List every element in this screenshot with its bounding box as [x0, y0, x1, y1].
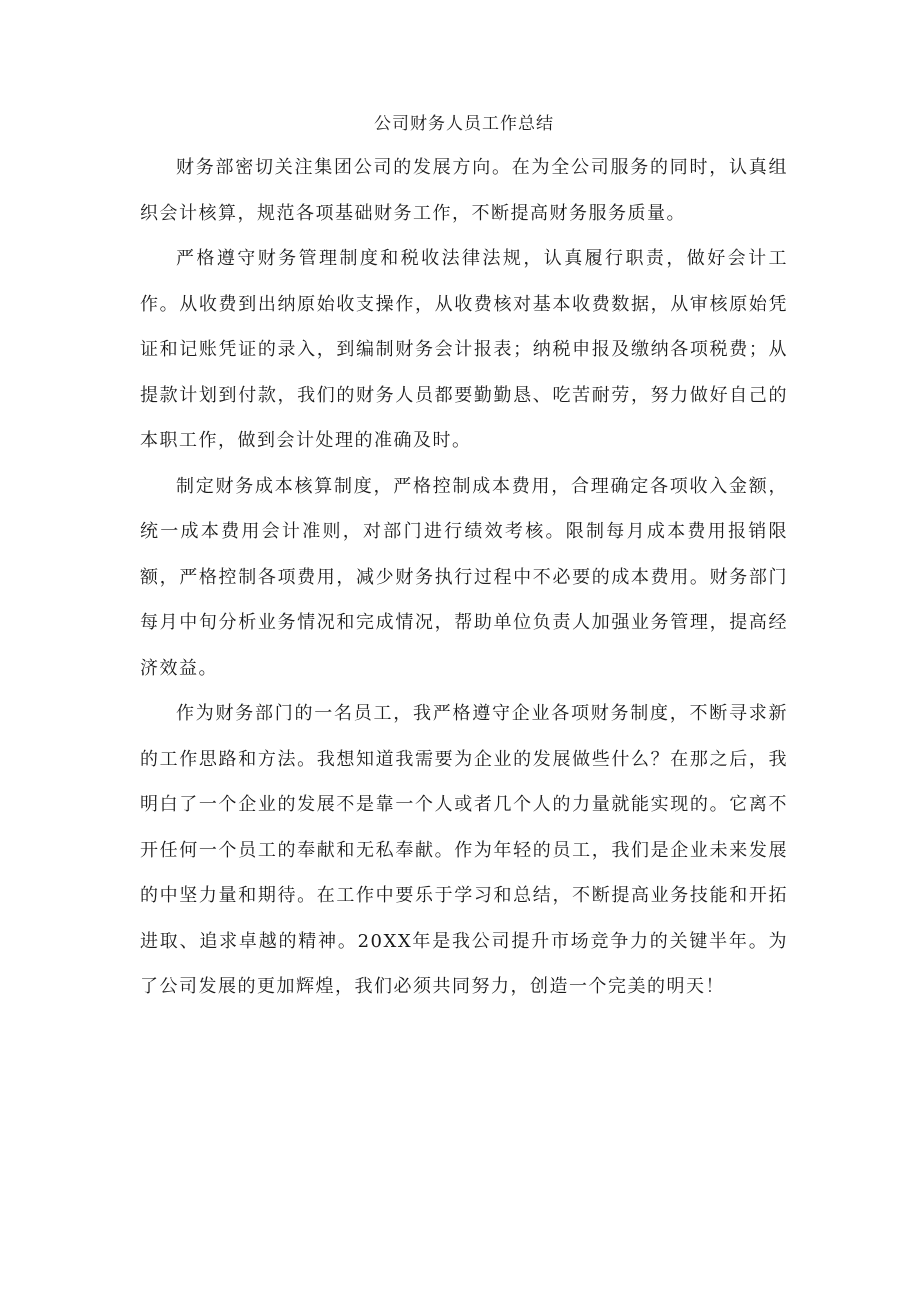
paragraph-3: 制定财务成本核算制度，严格控制成本费用，合理确定各项收入金额，统一成本费用会计准则，对部门进行绩效考核。限制每月成本费用报销限额，严格控制各项费用，减少财务执行过程中不必要的成本费用。财务部门每月中旬分析业务情况和完成情况，帮助单位负责人加强业务管理，提高经济效益。: [140, 475, 788, 679]
document-page: [140, 112, 788, 1010]
paragraph-2: 严格遵守财务管理制度和税收法律法规，认真履行职责，做好会计工作。从收费到出纳原始收支操作，从收费核对基本收费数据，从审核原始凭证和记账凭证的录入，到编制财务会计报表；纳税申报及缴纳各项税费；从提款计划到付款，我们的财务人员都要勤勤恳、吃苦耐劳，努力做好自己的本职工作，做到会计处理的准确及时。: [140, 248, 788, 451]
paragraph-1: 财务部密切关注集团公司的发展方向。在为全公司服务的同时，认真组织会计核算，规范各项基础财务工作，不断提高财务服务质量。: [140, 157, 788, 224]
paragraph-4: 作为财务部门的一名员工，我严格遵守企业各项财务制度，不断寻求新的工作思路和方法。我想知道我需要为企业的发展做些什么？在那之后，我明白了一个企业的发展不是靠一个人或者几个人的力量就能实现的。它离不开任何一个员工的奉献和无私奉献。作为年轻的员工，我们是企业未来发展的中坚力量和期待。在工作中要乐于学习和总结，不断提高业务技能和开拓进取、追求卓越的精神。20XX年是我公司提升市场竞争力的关键半年。为了公司发展的更加辉煌，我们必须共同努力，创造一个完美的明天！: [140, 703, 788, 997]
document-title: 公司财务人员工作总结: [374, 114, 554, 134]
